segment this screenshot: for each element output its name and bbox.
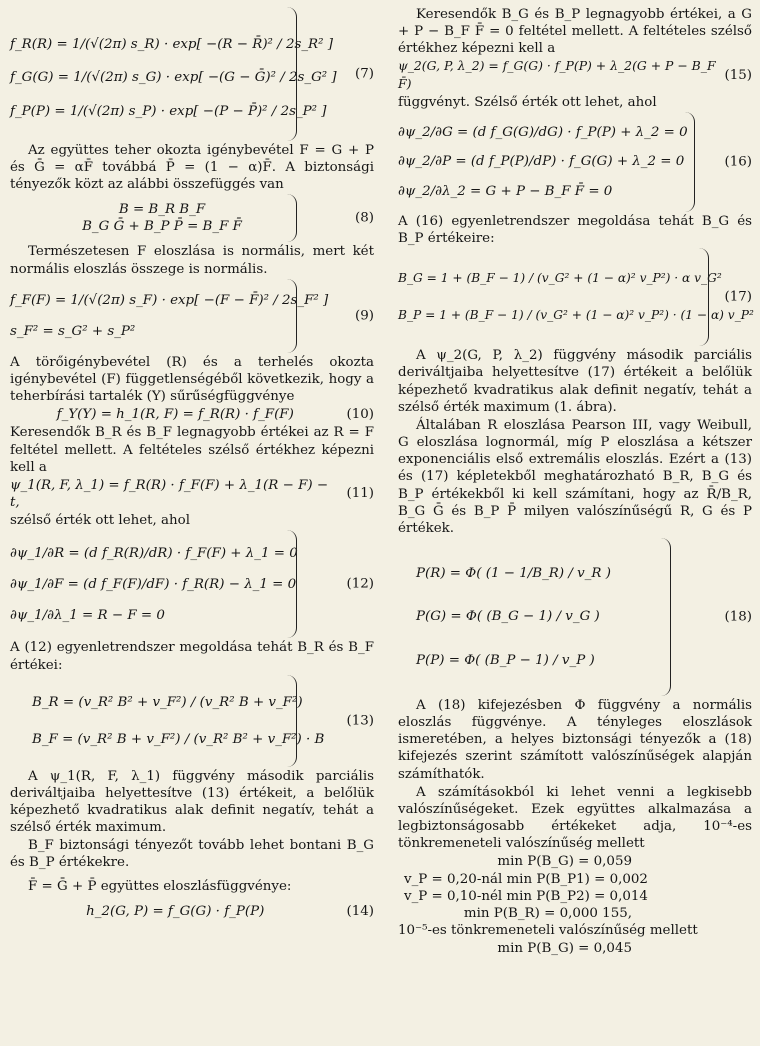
- eq18-line-2: P(G) = Φ( (B_G − 1) / v_G ): [416, 609, 600, 625]
- left-column: [10, 6, 374, 921]
- r-paragraph-4: A ψ_2(G, P, λ_2) függvény második parciális deriváltjaiba helyettesítve (17) értékeit a belőlük képezhető kvadratikus alak definit negatív, tehát a szélső érték maximum (1. ábra).: [398, 348, 752, 415]
- eq17-line-1: B_G = 1 + (B_F − 1) / (v_G² + (1 − α)² v_P²) · α v_G²: [398, 270, 722, 285]
- eq13-line-1: B_R = (v_R² B² + v_F²) / (v_R² B + v_F²): [32, 694, 303, 710]
- equation-14: [10, 903, 374, 920]
- eq8-line-2: B_G Ḡ + B_P P̄ = B_F F̄: [82, 219, 242, 235]
- eq17-number: (17): [724, 289, 752, 305]
- eq12-line-2: ∂ψ_1/∂F = (d f_F(F)/dF) · f_R(R) − λ_1 = 0: [10, 576, 297, 592]
- eq7-number: (7): [355, 66, 374, 82]
- equation-10: [10, 406, 374, 423]
- eq7-line-2: f_G(G) = 1/(√(2π) s_G) · exp[ −(G − Ḡ)² / 2s_G² ]: [10, 70, 337, 86]
- paragraph-6: A (12) egyenletrendszer megoldása tehát B_R és B_F értékei:: [10, 640, 374, 673]
- eq18-line-3: P(P) = Φ( (B_P − 1) / v_P ): [416, 652, 595, 668]
- equation-7: [10, 7, 374, 141]
- paragraph-9: F̄ = Ḡ + P̄ együttes eloszlásfüggvénye:: [28, 878, 292, 894]
- eq10-text: f_Y(Y) = h_1(R, F) = f_R(R) · f_F(F): [56, 407, 294, 423]
- eq8-number: (8): [355, 210, 374, 226]
- eq7-brace: [286, 7, 297, 141]
- eq12-line-1: ∂ψ_1/∂R = (d f_R(R)/dR) · f_F(F) + λ_1 = 0: [10, 545, 298, 561]
- paragraph-4: Keresendők B_R és B_F legnagyobb értékei az R = F feltétel mellett. A feltételes szélső értékhez képezni kell a: [10, 425, 374, 475]
- eq12-number: (12): [346, 576, 374, 592]
- eq13-line-2: B_F = (v_R² B + v_F²) / (v_R² B² + v_F²) · B: [32, 731, 325, 747]
- eq11-number: (11): [346, 486, 374, 502]
- result-row: min P(B_G) = 0,045: [497, 941, 632, 957]
- eq9-line-1: f_F(F) = 1/(√(2π) s_F) · exp[ −(F − F̄)² / 2s_F² ]: [10, 292, 329, 308]
- paragraph-5: szélső érték ott lehet, ahol: [10, 513, 191, 529]
- equation-17: [398, 248, 752, 346]
- right-column: [398, 6, 752, 957]
- eq17-brace: [698, 248, 709, 346]
- r-paragraph-1: Keresendők B_G és B_P legnagyobb értékei, a G + P − B_F F̄ = 0 feltétel mellett. A feltételes szélső értékhez képezni kell a: [398, 7, 752, 57]
- paragraph-7: A ψ_1(R, F, λ_1) függvény második parciális deriváltjaiba helyettesítve (13) értékeit, a belőlük képezhető kvadratikus alak definit negatív, tehát a szélső érték maximum.: [10, 768, 374, 836]
- result-row: v_P = 0,20-nál min P(B_P1) = 0,002: [404, 871, 648, 887]
- results-1e-5: [404, 940, 752, 957]
- eq9-brace: [286, 279, 297, 353]
- r-paragraph-7: A számításokból ki lehet venni a legkisebb valószínűségeket. Ezek együttes alkalmazása a legbiztonságosabb értékeket adja, 10⁻⁴-es tönkremeneteli valószínűség mellett: [398, 784, 752, 852]
- equation-13: [10, 675, 374, 767]
- r-paragraph-5: Általában R eloszlása Pearson III, vagy Weibull, G eloszlása lognormál, míg P eloszlása a kétszer exponenciális első extremális eloszlás. Ezért a (13) és (17) képletekből meghatározható B_R, B_G és B_P értékekből ki kell számítani, hogy az R̄/B_R, B_G Ḡ és B_P P̄ milyen valószínűségű R, G és P értékek.: [398, 417, 752, 536]
- eq15-number: (15): [724, 68, 752, 84]
- paragraph-1: Az együttes teher okozta igénybevétel F = G + P és Ḡ = αF̄ továbbá P̄ = (1 − α)F̄. A biztonsági tényezők közt az alábbi összefüggés van: [10, 143, 374, 193]
- eq13-brace: [286, 675, 297, 767]
- paragraph-2: Természetesen F eloszlása is normális, mert két normális eloszlás összege is normális.: [10, 244, 374, 277]
- equation-8: [10, 194, 374, 242]
- eq11-text: ψ_1(R, F, λ_1) = f_R(R) · f_F(F) + λ_1(R − F) − t,: [10, 477, 329, 511]
- equation-18: [398, 538, 752, 696]
- eq15-text: ψ_2(G, P, λ_2) = f_G(G) · f_P(P) + λ_2(G + P − B_F F̄): [398, 58, 716, 91]
- equation-9: [10, 279, 374, 353]
- eq14-number: (14): [346, 903, 374, 919]
- eq16-line-3: ∂ψ_2/∂λ_2 = G + P − B_F F̄ = 0: [398, 183, 613, 199]
- r-paragraph-3: A (16) egyenletrendszer megoldása tehát B_G és B_P értékeire:: [398, 213, 752, 247]
- eq18-line-1: P(R) = Φ( (1 − 1/B_R) / v_R ): [416, 566, 611, 582]
- result-row: v_P = 0,10-nél min P(B_P2) = 0,014: [404, 888, 648, 904]
- paragraph-8: B_F biztonsági tényezőt tovább lehet bontani B_G és B_P értékekre.: [10, 838, 374, 871]
- eq12-brace: [286, 530, 297, 638]
- eq13-number: (13): [346, 713, 374, 729]
- eq16-brace: [684, 112, 695, 212]
- r-paragraph-6: A (18) kifejezésben Φ függvény a normális eloszlás függvénye. A tényleges eloszlások ismeretében, a helyes biztonsági tényezők a (18) kifejezés szerint számított valószínűségek alapján számíthatók.: [398, 697, 752, 782]
- result-row: min P(B_R) = 0,000 155,: [463, 905, 632, 921]
- eq16-number: (16): [724, 154, 752, 170]
- equation-16: [398, 112, 752, 212]
- eq8-brace: [286, 194, 297, 242]
- eq8-line-1: B = B_R B_F: [118, 202, 206, 218]
- eq18-number: (18): [724, 609, 752, 625]
- results-1e-4: [404, 853, 752, 922]
- r-paragraph-2: függvényt. Szélső érték ott lehet, ahol: [398, 94, 657, 110]
- eq16-line-1: ∂ψ_2/∂G = (d f_G(G)/dG) · f_P(P) + λ_2 = 0: [398, 125, 688, 141]
- eq17-line-2: B_P = 1 + (B_F − 1) / (v_G² + (1 − α)² v_P²) · (1 − α) v_P²: [398, 308, 754, 323]
- r-paragraph-8: 10⁻⁵-es tönkremeneteli valószínűség mellett: [398, 923, 698, 938]
- equation-15: [398, 58, 752, 92]
- eq18-brace: [660, 538, 671, 696]
- eq9-line-2: s_F² = s_G² + s_P²: [10, 323, 136, 339]
- eq7-line-3: f_P(P) = 1/(√(2π) s_P) · exp[ −(P − P̄)² / 2s_P² ]: [10, 103, 327, 119]
- eq14-text: h_2(G, P) = f_G(G) · f_P(P): [86, 903, 265, 919]
- eq7-line-1: f_R(R) = 1/(√(2π) s_R) · exp[ −(R − R̄)² / 2s_R² ]: [10, 37, 333, 53]
- eq16-line-2: ∂ψ_2/∂P = (d f_P(P)/dP) · f_G(G) + λ_2 = 0: [398, 154, 685, 170]
- equation-12: [10, 530, 374, 638]
- eq9-number: (9): [355, 308, 374, 324]
- result-row: min P(B_G) = 0,059: [497, 854, 632, 870]
- eq12-line-3: ∂ψ_1/∂λ_1 = R − F = 0: [10, 607, 165, 623]
- eq10-number: (10): [346, 407, 374, 423]
- equation-11: [10, 477, 374, 511]
- paragraph-3: A törőigénybevétel (R) és a terhelés okozta igénybevétel (F) függetlenségéből következik, hogy a teherbírási tartalék (Y) sűrűségfüggvénye: [10, 354, 374, 405]
